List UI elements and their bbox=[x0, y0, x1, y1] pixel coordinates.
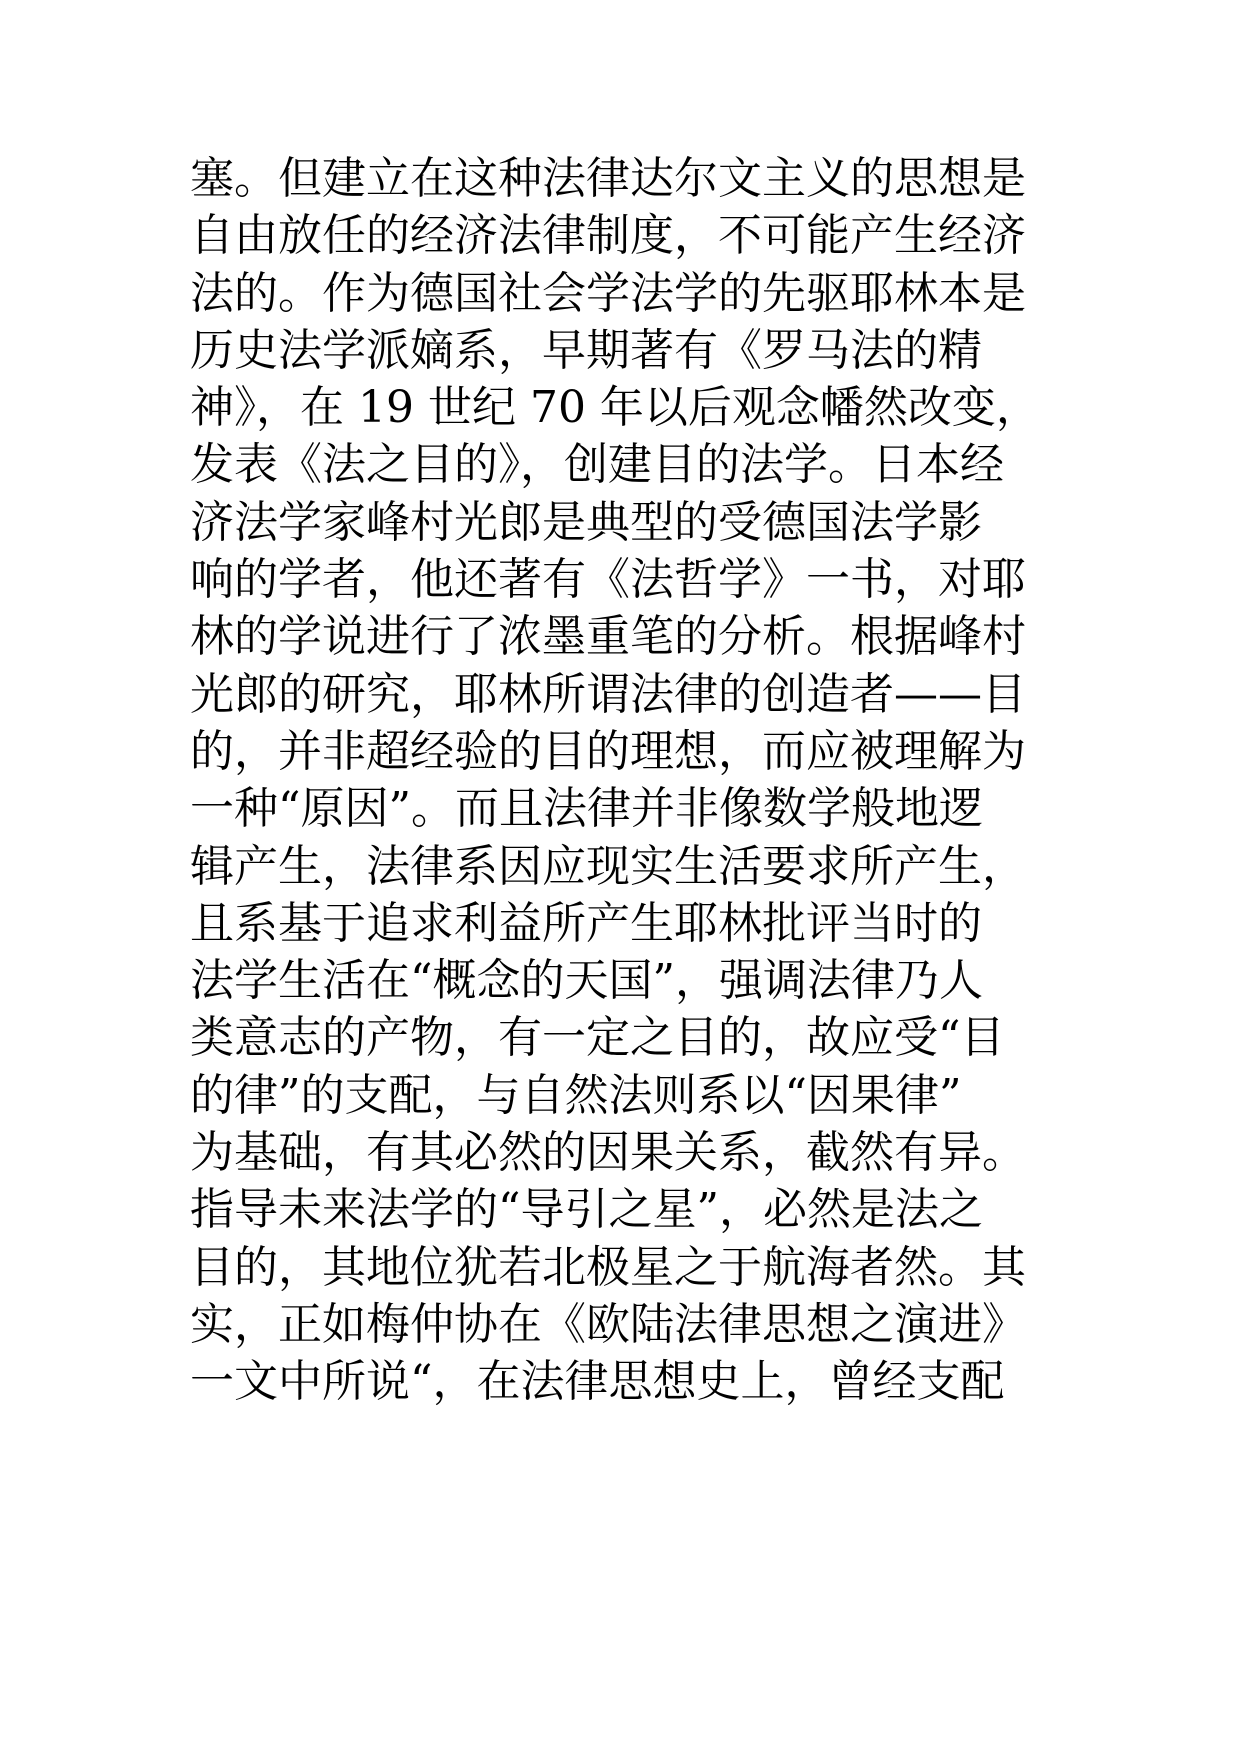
text-line: 历史法学派嫡系，早期著有《罗马法的精 bbox=[190, 324, 982, 376]
text-line: 的律”的支配，与自然法则系以“因果律” bbox=[190, 1069, 962, 1121]
text-line: 光郎的研究，耶林所谓法律的创造者——目 bbox=[190, 668, 1026, 720]
text-line: 实，正如梅仲协在《欧陆法律思想之演进》 bbox=[190, 1298, 1026, 1350]
text-line: 指导未来法学的“导引之星”，必然是法之 bbox=[190, 1184, 983, 1236]
text-line: 法学生活在“概念的天国”，强调法律乃人 bbox=[190, 955, 983, 1007]
text-line: 类意志的产物，有一定之目的，故应受“目 bbox=[190, 1012, 1005, 1064]
text-line: 一种“原因”。而且法律并非像数学般地逻 bbox=[190, 783, 983, 835]
text-line: 发表《法之目的》，创建目的法学。日本经 bbox=[190, 439, 1004, 491]
text-line: 目的，其地位犹若北极星之于航海者然。其 bbox=[190, 1241, 1026, 1293]
text-line: 神》，在 19 世纪 70 年以后观念幡然改变， bbox=[190, 382, 1040, 434]
text-line: 塞。但建立在这种法律达尔文主义的思想是 bbox=[190, 153, 1026, 204]
text-line: 且系基于追求利益所产生耶林批评当时的 bbox=[190, 897, 982, 949]
text-line: 法的。作为德国社会学法学的先驱耶林本是 bbox=[190, 267, 1026, 319]
text-line: 济法学家峰村光郎是典型的受德国法学影 bbox=[190, 496, 982, 548]
text-line: 的，并非超经验的目的理想，而应被理解为 bbox=[190, 725, 1026, 777]
text-line: 为基础，有其必然的因果关系，截然有异。 bbox=[190, 1127, 1026, 1179]
text-line: 自由放任的经济法律制度，不可能产生经济 bbox=[190, 210, 1026, 262]
body-text bbox=[190, 150, 1090, 1411]
text-line: 辑产生，法律系因应现实生活要求所产生， bbox=[190, 840, 1026, 892]
text-line: 响的学者，他还著有《法哲学》一书，对耶 bbox=[190, 554, 1026, 606]
text-line: 林的学说进行了浓墨重笔的分析。根据峰村 bbox=[190, 611, 1026, 663]
text-line: 一文中所说“，在法律思想史上，曾经支配 bbox=[190, 1356, 1005, 1408]
